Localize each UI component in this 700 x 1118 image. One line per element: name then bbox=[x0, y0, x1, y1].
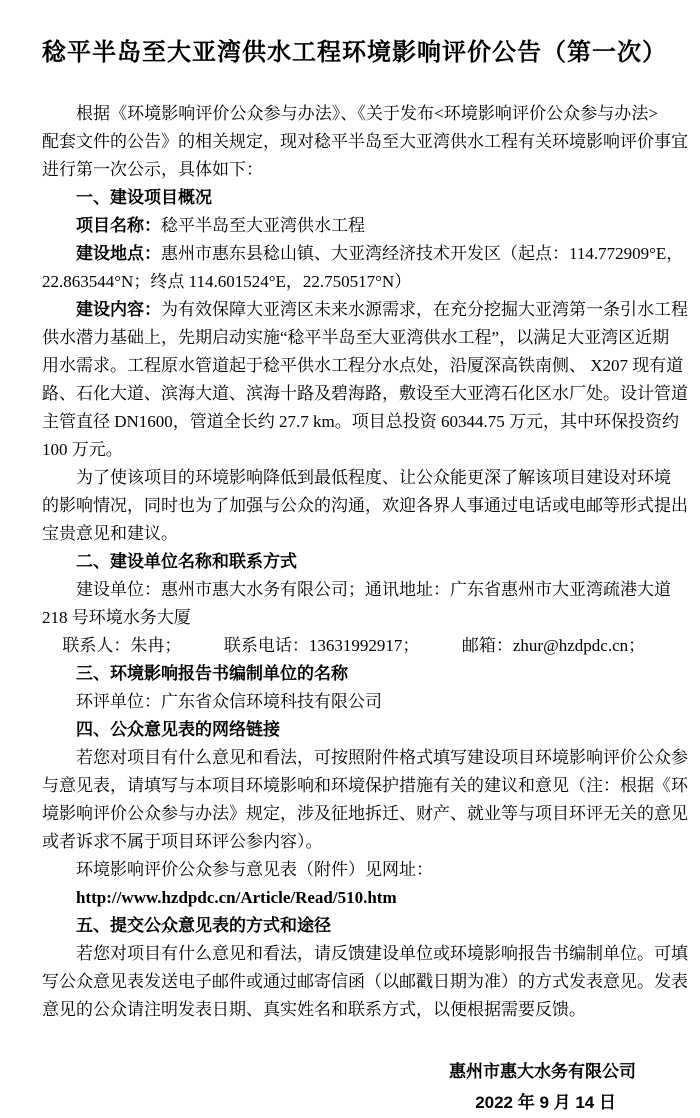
paragraph-line: 22.863544°N；终点 114.601524°E，22.750517°N） bbox=[42, 272, 412, 291]
url-text: http://www.hzdpdc.cn/Article/Read/510.htm bbox=[76, 888, 397, 907]
signature-company: 惠州市惠大水务有限公司 bbox=[449, 1062, 636, 1081]
paragraph-line: 100 万元。 bbox=[42, 440, 123, 459]
paragraph-line: 若您对项目有什么意见和看法，请反馈建设单位或环境影响报告书编制单位。可填 bbox=[76, 944, 688, 963]
paragraph-line: 的影响情况，同时也为了加强与公众的沟通，欢迎各界人事通过电话或电邮等形式提出 bbox=[42, 496, 688, 515]
paragraph-line: 用水需求。工程原水管道起于稔平供水工程分水点处，沿厦深高铁南侧、 X207 现有道 bbox=[42, 356, 684, 375]
paragraph-line: 意见的公众请注明发表日期、真实姓名和联系方式，以便根据需要反馈。 bbox=[42, 1000, 586, 1019]
section-heading: 五、提交公众意见表的方式和途径 bbox=[76, 916, 331, 935]
paragraph-line: 境影响评价公众参与办法》规定，涉及征地拆迁、财产、就业等与项目环评无关的意见 bbox=[42, 804, 688, 823]
paragraph-line: 写公众意见表发送电子邮件或通过邮寄信函（以邮戳日期为准）的方式发表意见。发表 bbox=[42, 972, 688, 991]
paragraph-line: 项目名称：稔平半岛至大亚湾供水工程 bbox=[76, 216, 365, 235]
paragraph-line: 配套文件的公告》的相关规定，现对稔平半岛至大亚湾供水工程有关环境影响评价事宜 bbox=[42, 132, 688, 151]
paragraph-line: 为了使该项目的环境影响降低到最低程度、让公众能更深了解该项目建设对环境 bbox=[76, 468, 671, 487]
paragraph-line: 根据《环境影响评价公众参与办法》、《关于发布<环境影响评价公众参与办法> bbox=[76, 104, 658, 123]
paragraph-line: 供水潜力基础上，先期启动实施“稔平半岛至大亚湾供水工程”，以满足大亚湾区近期 bbox=[42, 328, 670, 347]
paragraph-line: 环境影响评价公众参与意见表（附件）见网址： bbox=[76, 860, 433, 879]
contact-line: 联系人：朱冉； 联系电话：13631992917； 邮箱：zhur@hzdpdc.cn； bbox=[62, 636, 646, 655]
section-heading: 四、公众意见表的网络链接 bbox=[76, 720, 280, 739]
section-heading: 一、建设项目概况 bbox=[76, 188, 212, 207]
doc-body bbox=[42, 100, 688, 1024]
paragraph-line: 建设内容：为有效保障大亚湾区未来水源需求，在充分挖掘大亚湾第一条引水工程 bbox=[76, 300, 688, 319]
field-label: 建设地点： bbox=[76, 244, 161, 263]
section-heading: 二、建设单位名称和联系方式 bbox=[76, 552, 297, 571]
section-heading: 三、环境影响报告书编制单位的名称 bbox=[76, 664, 348, 683]
signature-date: 2022 年 9 月 14 日 bbox=[475, 1093, 616, 1112]
field-label: 建设内容： bbox=[76, 300, 161, 319]
paragraph-line: 与意见表，请填写与本项目环境影响和环境保护措施有关的建议和意见（注：根据《环 bbox=[42, 776, 688, 795]
paragraph-line: 宝贵意见和建议。 bbox=[42, 524, 178, 543]
paragraph-line: 或者诉求不属于项目环评公参内容）。 bbox=[42, 832, 323, 851]
paragraph-line: 进行第一次公示，具体如下： bbox=[42, 160, 263, 179]
paragraph-line: 218 号环境水务大厦 bbox=[42, 608, 191, 627]
doc-title: 稔平半岛至大亚湾供水工程环境影响评价公告（第一次） bbox=[42, 39, 667, 66]
paragraph-line: 若您对项目有什么意见和看法，可按照附件格式填写建设项目环境影响评价公众参 bbox=[76, 748, 688, 767]
paragraph-line: 主管直径 DN1600，管道全长约 27.7 km。项目总投资 60344.75 万元，其中环保投资约 bbox=[42, 412, 680, 431]
paragraph-line: 路、石化大道、滨海大道、滨海十路及碧海路，敷设至大亚湾石化区水厂处。设计管道 bbox=[42, 384, 688, 403]
paragraph-line: 建设单位：惠州市惠大水务有限公司；通讯地址：广东省惠州市大亚湾疏港大道 bbox=[76, 580, 671, 599]
signature-block bbox=[42, 1056, 658, 1118]
paragraph-line: 环评单位：广东省众信环境科技有限公司 bbox=[76, 692, 382, 711]
paragraph-line: 建设地点：惠州市惠东县稔山镇、大亚湾经济技术开发区（起点：114.772909°E， bbox=[76, 244, 684, 263]
field-label: 项目名称： bbox=[76, 216, 161, 235]
